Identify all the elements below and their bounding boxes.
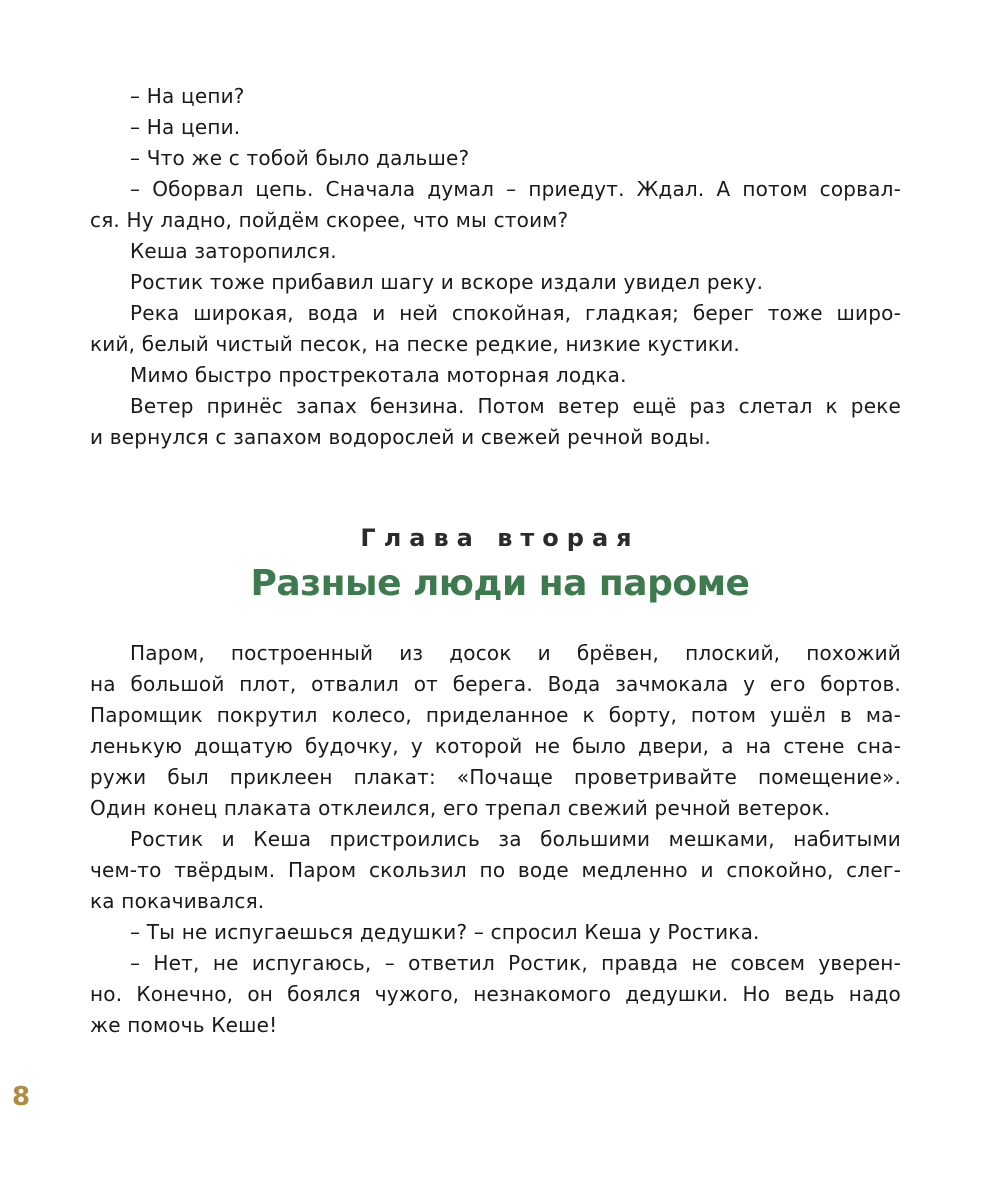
text-line: – На цепи? (130, 84, 245, 108)
chapter-title: Разные люди на пароме (250, 563, 750, 604)
text-line: на большой плот, отвалил от берега. Вода зачмокала у его бортов. (90, 672, 901, 696)
text-line: и вернулся с запахом водорослей и свежей речной воды. (90, 425, 711, 449)
text-line: – Ты не испугаешься дедушки? – спросил Кеша у Ростика. (130, 920, 760, 944)
text-line: – Что же с тобой было дальше? (130, 146, 470, 170)
text-line: Паромщик покрутил колесо, приделанное к борту, потом ушёл в ма- (90, 703, 901, 727)
text-line: Ростик и Кеша пристроились за большими мешками, набитыми (130, 827, 901, 851)
text-line: Ветер принёс запах бензина. Потом ветер ещё раз слетал к реке (130, 394, 901, 418)
text-line: – Оборвал цепь. Сначала думал – приедут. Ждал. А потом сорвал- (130, 177, 901, 201)
text-line: ружи был приклеен плакат: «Почаще проветривайте помещение». (90, 765, 901, 789)
text-line: Река широкая, вода и ней спокойная, гладкая; берег тоже широ- (130, 301, 901, 325)
text-line: ся. Ну ладно, пойдём скорее, что мы стоим? (90, 208, 569, 232)
text-line: Паром, построенный из досок и брёвен, плоский, похожий (130, 641, 901, 665)
text-line: Один конец плаката отклеился, его трепал свежий речной ветерок. (90, 796, 831, 820)
text-line: же помочь Кеше! (90, 1013, 278, 1037)
text-line: чем-то твёрдым. Паром скользил по воде медленно и спокойно, слег- (90, 858, 901, 882)
text-line: – На цепи. (130, 115, 241, 139)
text-line: но. Конечно, он боялся чужого, незнакомого дедушки. Но ведь надо (90, 982, 901, 1006)
text-line: Ростик тоже прибавил шагу и вскоре издали увидел реку. (130, 270, 764, 294)
text-line: ленькую дощатую будочку, у которой не было двери, а на стене сна- (90, 734, 901, 758)
text-line: кий, белый чистый песок, на песке редкие, низкие кустики. (90, 332, 740, 356)
page-number: 8 (12, 1082, 31, 1112)
text-line: Мимо быстро прострекотала моторная лодка. (130, 363, 627, 387)
text-line: Кеша заторопился. (130, 239, 337, 263)
text-line: ка покачивался. (90, 889, 265, 913)
chapter-label: Глава вторая (360, 524, 640, 552)
text-line: – Нет, не испугаюсь, – ответил Ростик, правда не совсем уверен- (130, 951, 901, 975)
